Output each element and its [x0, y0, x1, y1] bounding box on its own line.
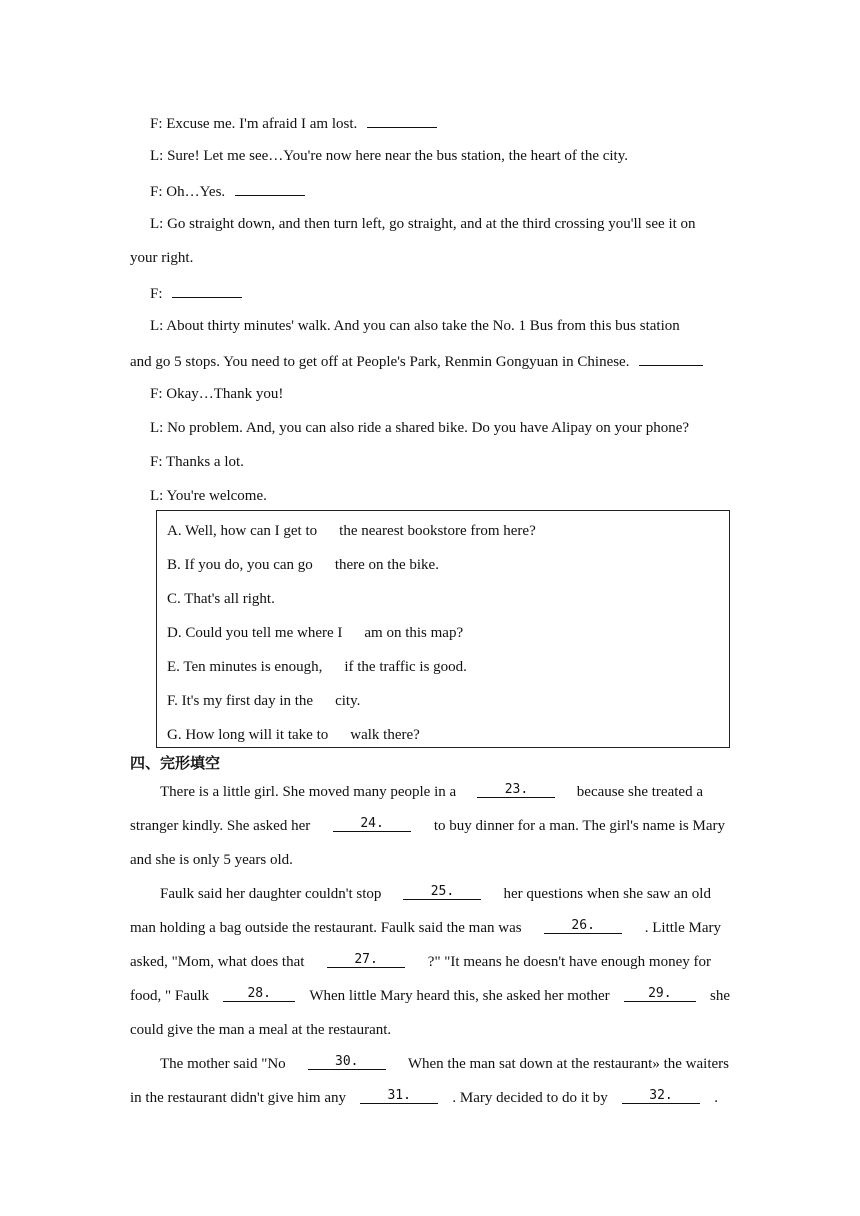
cloze-text: could give the man a meal at the restaurant. — [130, 1022, 392, 1038]
dialogue-line-5 — [150, 282, 750, 304]
blank-25[interactable]: 25. — [403, 884, 481, 900]
option-text-cont: am on this map? — [364, 625, 464, 641]
dialogue-line-9 — [150, 452, 750, 472]
section-title: 四、完形填空 — [130, 754, 221, 772]
blank-31[interactable]: 31. — [360, 1088, 438, 1104]
option-text: F. It's my first day in the — [167, 693, 314, 709]
cloze-text: she — [710, 988, 730, 1004]
options-box — [156, 510, 730, 748]
dialogue-line-6 — [150, 316, 750, 336]
speaker: L: — [150, 488, 164, 504]
option-text: G. How long will it take to — [167, 727, 329, 743]
cloze-text: in the restaurant didn't give him any — [130, 1090, 346, 1106]
dialogue-text: Okay…Thank you! — [166, 386, 284, 402]
dialogue-line-6-cont — [130, 350, 730, 372]
option-a — [167, 521, 536, 541]
option-b — [167, 555, 439, 575]
cloze-text: Faulk said her daughter couldn't stop — [160, 886, 382, 902]
blank-29[interactable]: 29. — [624, 986, 696, 1002]
blank-27[interactable]: 27. — [327, 952, 405, 968]
option-text-cont: walk there? — [350, 727, 420, 743]
option-g — [167, 725, 420, 745]
cloze-line — [130, 986, 730, 1006]
cloze-line — [130, 816, 725, 836]
speaker: L: — [150, 148, 164, 164]
dialogue-line-4-cont — [130, 248, 730, 268]
speaker: F: — [150, 454, 163, 470]
dialogue-line-1 — [150, 112, 750, 134]
cloze-line — [130, 850, 730, 870]
dialogue-text: About thirty minutes' walk. And you can also take the No. 1 Bus from this bus station — [166, 318, 680, 334]
cloze-line — [130, 1088, 718, 1108]
cloze-text: . — [714, 1090, 718, 1106]
option-text: B. If you do, you can go — [167, 557, 313, 573]
dialogue-text: Thanks a lot. — [166, 454, 244, 470]
blank-26[interactable]: 26. — [544, 918, 622, 934]
blank-23[interactable]: 23. — [477, 782, 555, 798]
cloze-text: When the man sat down at the restaurant» the waiters — [407, 1056, 729, 1072]
dialogue-line-2 — [150, 146, 750, 166]
speaker: L: — [150, 318, 164, 334]
answer-blank[interactable] — [172, 282, 242, 298]
option-text-cont: city. — [335, 693, 361, 709]
cloze-line — [160, 884, 711, 904]
dialogue-text: Go straight down, and then turn left, go straight, and at the third crossing you'll see it on — [167, 216, 696, 232]
option-f — [167, 691, 360, 711]
option-d — [167, 623, 463, 643]
speaker: F: — [150, 386, 163, 402]
answer-blank[interactable] — [235, 180, 305, 196]
speaker: L: — [150, 216, 164, 232]
cloze-line — [160, 782, 703, 802]
speaker: F: — [150, 116, 163, 132]
dialogue-text: Excuse me. I'm afraid I am lost. — [166, 116, 358, 132]
dialogue-text: No problem. And, you can also ride a shared bike. Do you have Alipay on your phone? — [167, 420, 690, 436]
option-text-cont: there on the bike. — [334, 557, 439, 573]
cloze-text: ?" "It means he doesn't have enough money for — [427, 954, 711, 970]
cloze-line — [130, 918, 721, 938]
cloze-line — [160, 1054, 729, 1074]
option-c — [167, 589, 275, 609]
dialogue-line-3 — [150, 180, 750, 202]
cloze-text: When little Mary heard this, she asked her mother — [309, 988, 610, 1004]
cloze-text: . Little Mary — [644, 920, 721, 936]
dialogue-text: and go 5 stops. You need to get off at People's Park, Renmin Gongyuan in Chinese. — [130, 354, 630, 370]
dialogue-text: your right. — [130, 250, 194, 266]
cloze-text: man holding a bag outside the restaurant. Faulk said the man was — [130, 920, 522, 936]
cloze-text: and she is only 5 years old. — [130, 852, 293, 868]
blank-28[interactable]: 28. — [223, 986, 295, 1002]
option-text: E. Ten minutes is enough, — [167, 659, 323, 675]
option-text: D. Could you tell me where I — [167, 625, 343, 641]
cloze-text: to buy dinner for a man. The girl's name is Mary — [433, 818, 725, 834]
dialogue-text: You're welcome. — [166, 488, 267, 504]
dialogue-line-4 — [150, 214, 730, 234]
cloze-line — [130, 1020, 730, 1040]
speaker: F: — [150, 286, 163, 302]
option-text: C. That's all right. — [167, 591, 275, 607]
blank-30[interactable]: 30. — [308, 1054, 386, 1070]
cloze-text: food, " Faulk — [130, 988, 210, 1004]
cloze-text: There is a little girl. She moved many people in a — [160, 784, 457, 800]
cloze-text: her questions when she saw an old — [503, 886, 711, 902]
cloze-text: The mother said "No — [160, 1056, 286, 1072]
speaker: F: — [150, 184, 163, 200]
cloze-text: . Mary decided to do it by — [452, 1090, 608, 1106]
blank-24[interactable]: 24. — [333, 816, 411, 832]
answer-blank[interactable] — [367, 112, 437, 128]
dialogue-text: Sure! Let me see…You're now here near the bus station, the heart of the city. — [167, 148, 628, 164]
answer-blank[interactable] — [639, 350, 703, 366]
dialogue-line-8 — [150, 418, 730, 438]
cloze-text: stranger kindly. She asked her — [130, 818, 311, 834]
option-text-cont: the nearest bookstore from here? — [339, 523, 536, 539]
speaker: L: — [150, 420, 164, 436]
option-text-cont: if the traffic is good. — [344, 659, 467, 675]
option-text: A. Well, how can I get to — [167, 523, 318, 539]
cloze-text: asked, "Mom, what does that — [130, 954, 305, 970]
blank-32[interactable]: 32. — [622, 1088, 700, 1104]
dialogue-line-7 — [150, 384, 750, 404]
cloze-line — [130, 952, 711, 972]
dialogue-text: Oh…Yes. — [166, 184, 226, 200]
option-e — [167, 657, 467, 677]
dialogue-line-10 — [150, 486, 750, 506]
cloze-text: because she treated a — [576, 784, 703, 800]
